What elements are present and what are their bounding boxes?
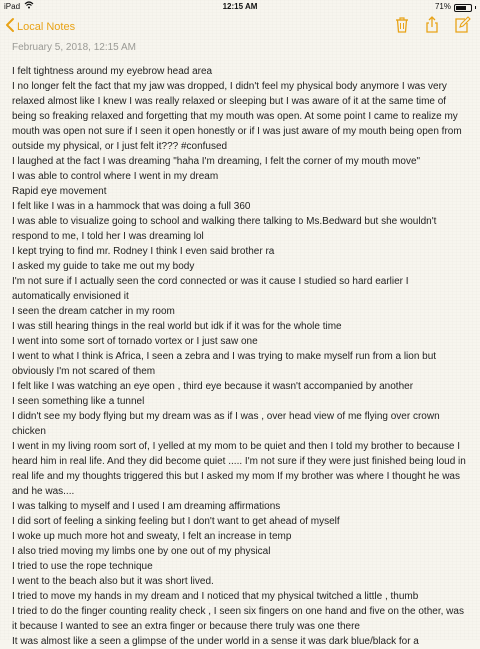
status-time: 12:15 AM — [222, 2, 258, 11]
status-bar — [0, 0, 480, 14]
note-line: I went in my living room sort of, I yelled at my mom to be quiet and then I told my brother to because I heard him in real life. And they did become quiet ..... I'm not sure if they were just finished being loud in real life and my thoughts triggered this but I asked my mom If my brother was where I thought he was and he was.... — [12, 441, 466, 497]
chevron-left-icon — [6, 18, 14, 35]
note-line: I no longer felt the fact that my jaw was dropped, I didn't feel my physical body anymore I was very relaxed almost like I knew I was really relaxed or sleeping but I was aware of it at the same time of being so freaking relaxed and forgetting that my mouth was open. At some point I came to realize my mouth was open not sure if I seen it open honestly or if I was just aware of my mouth being open from outside my physical, or I just felt it??? #confused — [12, 81, 462, 152]
note-line: I laughed at the fact I was dreaming "haha I'm dreaming, I felt the corner of my mouth move" — [12, 156, 421, 167]
note-line: I tried to do the finger counting reality check , I seen six fingers on one hand and five on the other, was it because I wanted to see an extra finger or because there truly was one there — [12, 606, 464, 632]
status-right — [435, 0, 476, 14]
note-line: I'm not sure if I actually seen the cord connected or was it cause I studied so hard earlier I automatically envisioned it — [12, 276, 409, 302]
battery-percent: 71% — [434, 2, 451, 11]
trash-icon[interactable] — [394, 16, 410, 34]
note-line: I woke up much more hot and sweaty, I felt an increase in temp — [12, 531, 292, 542]
note-line: I went to the beach also but it was short lived. — [12, 576, 214, 587]
note-line: I felt like I was in a hammock that was doing a full 360 — [12, 201, 251, 212]
back-label: Local Notes — [17, 20, 76, 33]
toolbar-actions — [394, 16, 470, 34]
note-line: I asked my guide to take me out my body — [12, 261, 195, 272]
note-line: Rapid eye movement — [12, 186, 107, 197]
note-line: I kept trying to find mr. Rodney I think I even said brother ra — [12, 246, 275, 257]
note-line: I seen the dream catcher in my room — [12, 306, 175, 317]
note-line: I was able to visualize going to school and walking there talking to Ms.Bedward but she wouldn't respond to me, I told her I was dreaming lol — [12, 216, 437, 242]
note-line: I also tried moving my limbs one by one out of my physical — [12, 546, 271, 557]
note-line: I tried to move my hands in my dream and I noticed that my physical twitched a little , thumb — [12, 591, 419, 602]
note-line: I did sort of feeling a sinking feeling but I don't want to get ahead of myself — [12, 516, 340, 527]
note-line: I was talking to myself and I used I am dreaming affirmations — [12, 501, 281, 512]
device-label: iPad — [4, 2, 21, 11]
share-icon[interactable] — [424, 16, 440, 34]
note-line: I tried to use the rope technique — [12, 561, 153, 572]
note-line: I seen something like a tunnel — [12, 396, 145, 407]
note-line: I felt tightness around my eyebrow head area — [12, 66, 213, 77]
note-date: February 5, 2018, 12:15 AM — [12, 42, 136, 53]
navigation-bar — [0, 14, 480, 40]
back-button[interactable] — [6, 18, 75, 35]
battery-icon — [454, 4, 472, 12]
note-body[interactable] — [12, 64, 468, 647]
note-line: I was still hearing things in the real world but idk if it was for the whole time — [12, 321, 342, 332]
note-line: I went to what I think is Africa, I seen a zebra and I was trying to make myself run from a lion but obviously I'm not scared of them — [12, 351, 437, 377]
note-line: I was able to control where I went in my dream — [12, 171, 219, 182]
note-line: I felt like I was watching an eye open , third eye because it wasn't accompanied by another — [12, 381, 414, 392]
note-line: It was almost like a seen a glimpse of the under world in a sense it was dark blue/black for a — [12, 636, 419, 647]
note-line: I went into some sort of tornado vortex or I just saw one — [12, 336, 258, 347]
note-line: I didn't see my body flying but my dream was as if I was , over head view of me flying over crown chicken — [12, 411, 440, 437]
compose-icon[interactable] — [454, 16, 470, 34]
